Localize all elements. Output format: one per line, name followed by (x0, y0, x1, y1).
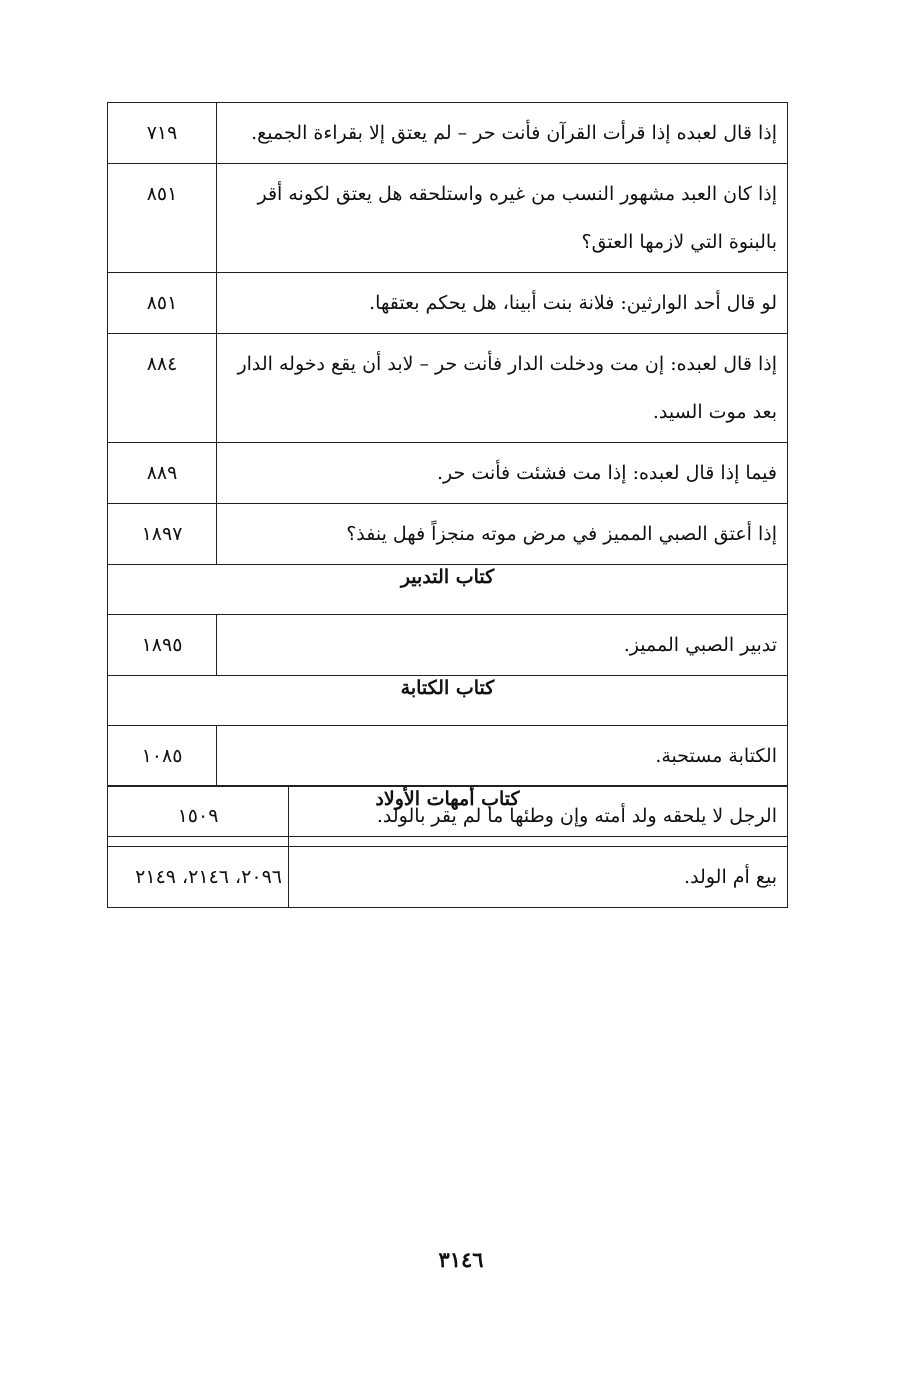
topic-cell: بيع أم الولد. (289, 847, 788, 908)
section-heading: كتاب التدبير (108, 565, 788, 615)
index-table-tail (107, 785, 788, 908)
topic-cell: لو قال أحد الوارثين: فلانة بنت أبينا، هل يحكم بعتقها. (217, 273, 788, 334)
page-ref-cell: ٨٨٤ (108, 334, 217, 443)
page-ref-cell: ٨٨٩ (108, 443, 217, 504)
table-row (108, 273, 788, 334)
page-ref-cell: ١٨٩٥ (108, 615, 217, 676)
page-number: ٣١٤٦ (438, 1247, 484, 1272)
topic-cell: إذا أعتق الصبي المميز في مرض موته منجزاً فهل ينفذ؟ (217, 504, 788, 565)
section-heading: كتاب الكتابة (108, 676, 788, 726)
topic-cell: فيما إذا قال لعبده: إذا مت فشئت فأنت حر. (217, 443, 788, 504)
topic-cell: إذا كان العبد مشهور النسب من غيره واستلحقه هل يعتق لكونه أقر بالبنوة التي لازمها العتق؟ (217, 164, 788, 273)
topic-cell: الكتابة مستحبة. (217, 726, 788, 787)
table-row (108, 164, 788, 273)
topic-cell: إذا قال لعبده إذا قرأت القرآن فأنت حر – لم يعتق إلا بقراءة الجميع. (217, 103, 788, 164)
page-ref-cell: ٨٥١ (108, 273, 217, 334)
page-ref-cell: ٧١٩ (108, 103, 217, 164)
table-row (108, 786, 788, 847)
table-row (108, 103, 788, 164)
section-row (108, 565, 788, 615)
section-heading: كتاب أمهات الأولاد (108, 787, 788, 837)
table-row (108, 726, 788, 787)
table-row (108, 334, 788, 443)
topic-cell: تدبير الصبي المميز. (217, 615, 788, 676)
table-row (108, 847, 788, 908)
index-table (107, 102, 788, 837)
page-ref-cell: ١٨٩٧ (108, 504, 217, 565)
table-row (108, 443, 788, 504)
table-row (108, 504, 788, 565)
page-ref-cell: ١٠٨٥ (108, 726, 217, 787)
page-ref-cell: ١٥٠٩ (108, 786, 289, 847)
topic-cell: إذا قال لعبده: إن مت ودخلت الدار فأنت حر – لابد أن يقع دخوله الدار بعد موت السيد. (217, 334, 788, 443)
table-row (108, 615, 788, 676)
section-row (108, 676, 788, 726)
page-ref-cell: ٨٥١ (108, 164, 217, 273)
page-ref-cell: ٢٠٩٦، ٢١٤٦، ٢١٤٩ (108, 847, 289, 908)
topic-cell: الرجل لا يلحقه ولد أمته وإن وطئها ما لم يقر بالولد. (289, 786, 788, 847)
